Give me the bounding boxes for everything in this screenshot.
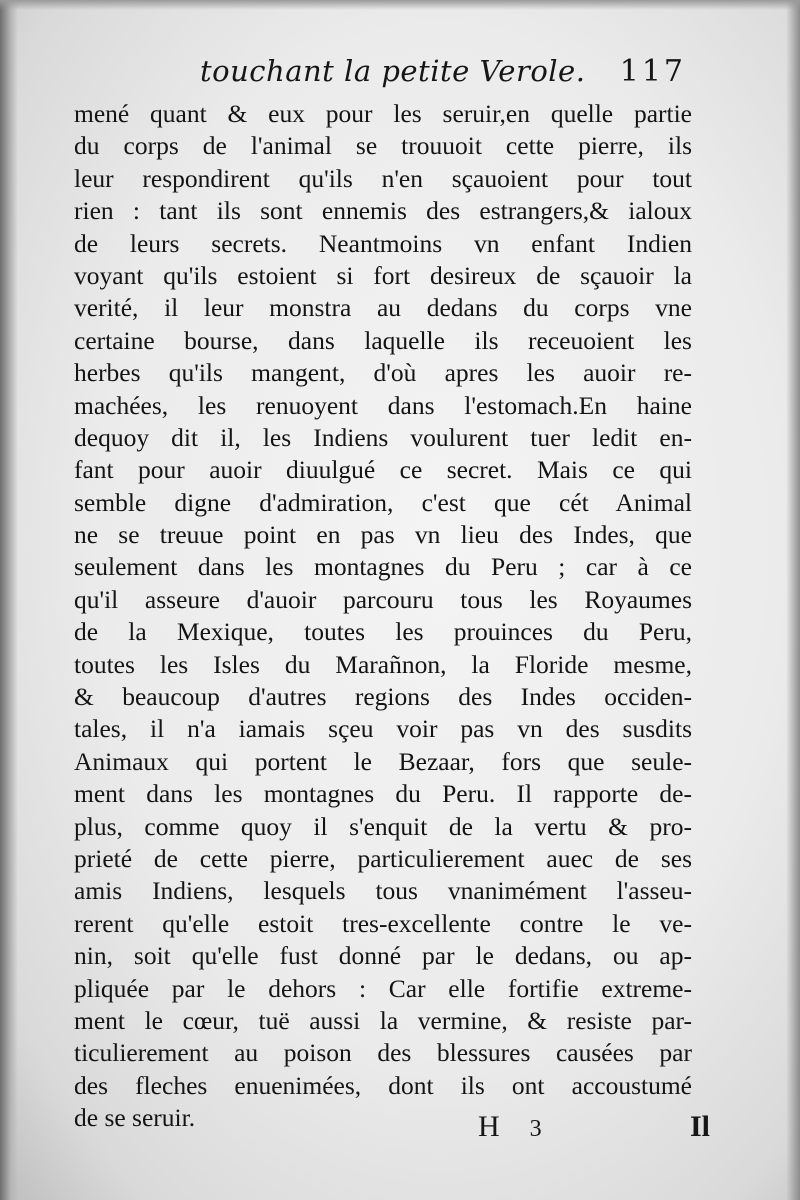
- signature-mark: [478, 1110, 542, 1144]
- page-footer: [470, 1110, 740, 1160]
- text-line: Animaux qui portent le Bezaar, fors que seule-: [74, 746, 692, 776]
- text-line: seulement dans les montagnes du Peru ; car à ce: [74, 552, 692, 582]
- text-line: rerent qu'elle estoit tres-excellente contre le ve-: [74, 908, 692, 938]
- text-line: de la Mexique, toutes les prouinces du Peru,: [74, 617, 692, 647]
- body-text: [74, 98, 692, 1135]
- page-number: 117: [619, 54, 686, 89]
- text-line: de leurs secrets. Neantmoins vn enfant Indien: [74, 228, 692, 258]
- catchword: Il: [690, 1110, 711, 1143]
- text-line: semble digne d'admiration, c'est que cét Animal: [74, 487, 692, 517]
- page-top-shadow: [0, 0, 800, 10]
- text-line: fant pour auoir diuulgué ce secret. Mais ce qui: [74, 455, 692, 485]
- text-line: amis Indiens, lesquels tous vnanimément l'asseu-: [74, 876, 692, 906]
- text-line: ticulierement au poison des blessures causées par: [74, 1038, 692, 1068]
- text-line: qu'il asseure d'auoir parcouru tous les Royaumes: [74, 584, 692, 614]
- text-line: des fleches enuenimées, dont ils ont accoustumé: [74, 1070, 692, 1100]
- text-line: ment dans les montagnes du Peru. Il rapporte de-: [74, 779, 692, 809]
- text-line: de se seruir.: [74, 1103, 196, 1133]
- text-line: toutes les Isles du Marañnon, la Floride mesme,: [74, 649, 692, 679]
- text-line: tales, il n'a iamais sçeu voir pas vn des susdits: [74, 714, 692, 744]
- text-line: rien : tant ils sont ennemis des estrangers,& ialoux: [74, 196, 692, 226]
- text-line: verité, il leur monstra au dedans du corps vne: [74, 293, 692, 323]
- text-line: leur respondirent qu'ils n'en sçauoient pour tout: [74, 163, 692, 193]
- text-line: & beaucoup d'autres regions des Indes occiden-: [74, 682, 692, 712]
- text-line: du corps de l'animal se trouuoit cette pierre, ils: [74, 131, 692, 161]
- text-line: prieté de cette pierre, particulierement auec de ses: [74, 843, 692, 873]
- text-line: mené quant & eux pour les seruir,en quelle partie: [74, 99, 692, 128]
- page-left-shadow: [0, 0, 18, 1200]
- signature-letter: H: [478, 1110, 500, 1143]
- page-right-shadow: [786, 0, 800, 1200]
- text-line: plus, comme quoy il s'enquit de la vertu & pro-: [74, 811, 692, 841]
- text-line: pliquée par le dehors : Car elle fortifie extreme-: [74, 973, 692, 1003]
- running-head: touchant la petite Verole.: [200, 54, 586, 88]
- text-line: machées, les renuoyent dans l'estomach.En haine: [74, 390, 692, 420]
- page-header: [200, 54, 690, 102]
- signature-number: 3: [529, 1116, 542, 1142]
- text-line: ne se treuue point en pas vn lieu des Indes, que: [74, 520, 692, 550]
- text-line: certaine bourse, dans laquelle ils receuoient les: [74, 325, 692, 355]
- text-line: voyant qu'ils estoient si fort desireux de sçauoir la: [74, 260, 692, 290]
- text-line: dequoy dit il, les Indiens voulurent tuer ledit en-: [74, 422, 692, 452]
- text-line: herbes qu'ils mangent, d'où apres les auoir re-: [74, 358, 692, 388]
- text-line: ment le cœur, tuë aussi la vermine, & resiste par-: [74, 1005, 692, 1035]
- text-line: nin, soit qu'elle fust donné par le dedans, ou ap-: [74, 941, 692, 971]
